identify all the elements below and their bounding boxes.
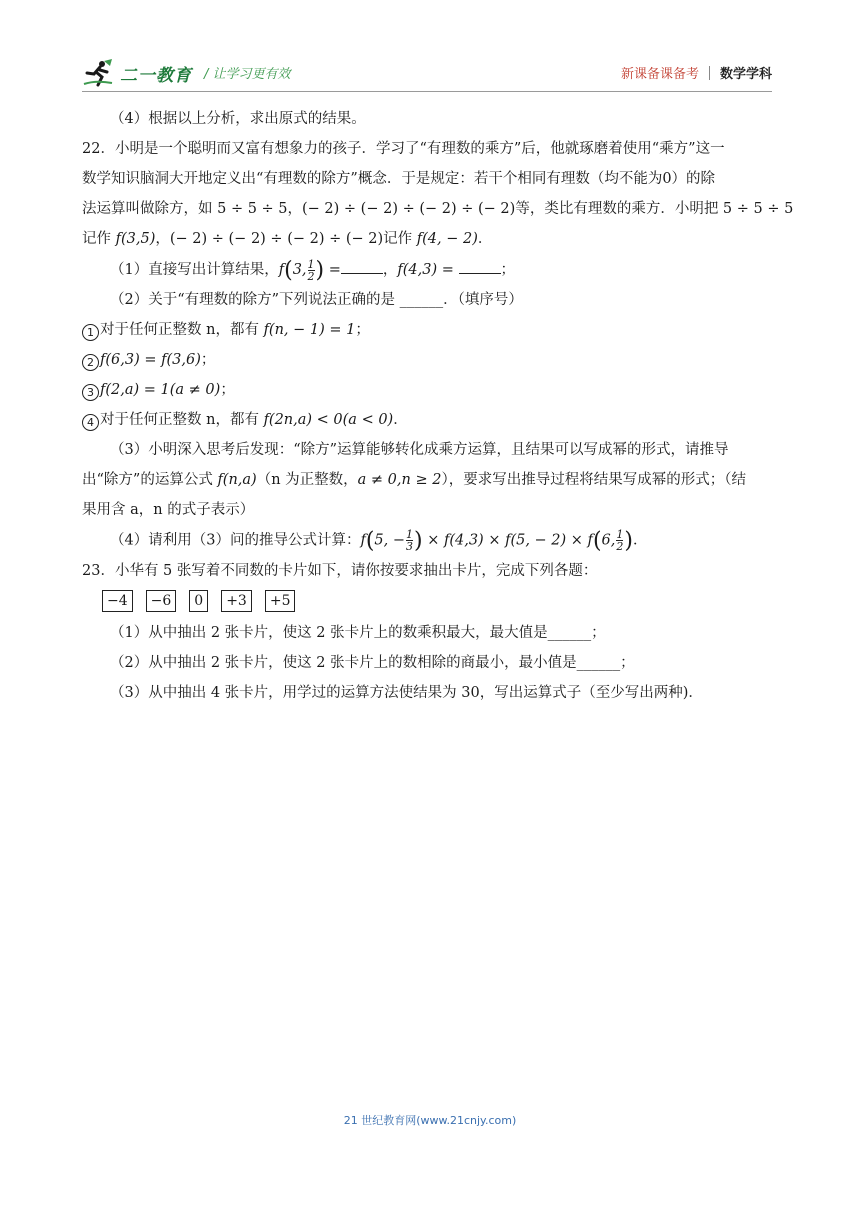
text: ． xyxy=(393,412,408,428)
page-header xyxy=(82,56,772,90)
fraction xyxy=(308,259,315,282)
course-label: 新课备课备考 xyxy=(620,67,699,82)
answer-blank[interactable] xyxy=(459,258,501,274)
circled-number: 4 xyxy=(82,414,99,431)
text: 对于任何正整数 n，都有 xyxy=(100,322,264,338)
q21-part4: （4）根据以上分析，求出原式的结果。 xyxy=(110,111,366,127)
math: f(n,a) xyxy=(217,472,257,488)
header-right xyxy=(621,63,772,82)
math: f(6,3) = f(3,6) xyxy=(100,352,201,368)
text: ），要求写出推导过程将结果写成幂的形式；（结 xyxy=(441,472,746,488)
text: = xyxy=(328,262,341,278)
document-body xyxy=(82,108,794,712)
text: ； xyxy=(200,352,216,368)
circled-number: 2 xyxy=(82,354,99,371)
brand-logo xyxy=(82,58,192,88)
card-row xyxy=(102,590,774,612)
q22-part3-line1: （3）小明深入思考后发现：“除方”运算能够转化成乘方运算，且结果可以写成幂的形式，请推导 xyxy=(110,442,729,458)
q22-option-1 xyxy=(82,319,774,342)
running-figure-icon xyxy=(82,58,116,88)
q22-intro-line2: 数学知识脑洞大开地定义出“有理数的除方”概念．于是规定：若干个相同有理数（均不能为0）的除 xyxy=(82,171,716,187)
logo-text: 二一教育 xyxy=(120,65,192,86)
text: 出“除方”的运算公式 xyxy=(82,472,218,488)
math: f(2,a) = 1(a ≠ 0) xyxy=(100,382,221,398)
paren: ( xyxy=(592,528,602,554)
numerator: 1 xyxy=(307,257,315,271)
q22-option-4 xyxy=(82,409,774,432)
paren: ) xyxy=(624,528,633,554)
math: 6, xyxy=(601,532,616,549)
circled-number: 3 xyxy=(82,384,99,401)
text: ； xyxy=(500,262,516,278)
text: ， xyxy=(382,262,398,278)
circled-number: 1 xyxy=(82,324,99,341)
q22-intro-line1: 22．小明是一个聪明而又富有想象力的孩子．学习了“有理数的乘方”后，他就琢磨着使用“乘方”这一 xyxy=(82,141,725,157)
fraction xyxy=(406,529,413,552)
math: 3, xyxy=(292,262,307,278)
number-card: −6 xyxy=(146,590,177,612)
text: ，(− 2) ÷ (− 2) ÷ (− 2) ÷ (− 2)记作 xyxy=(155,231,417,247)
math: f(4,3) = xyxy=(397,262,459,278)
q22-intro-line3: 法运算叫做除方，如 5 ÷ 5 ÷ 5，(− 2) ÷ (− 2) ÷ (− 2) ÷ (− 2)等，类比有理数的乘方．小明把 5 ÷ 5 ÷ 5 xyxy=(82,201,794,217)
page-footer: 21 世纪教育网(www.21cnjy.com) xyxy=(343,1114,517,1127)
math: f(2n,a) < 0(a < 0) xyxy=(263,412,394,428)
number-card: +3 xyxy=(221,590,252,612)
math: f xyxy=(278,262,285,278)
math: f(n, − 1) = 1 xyxy=(263,322,356,338)
q23-intro: 23．小华有 5 张写着不同数的卡片如下，请你按要求抽出卡片，完成下列各题： xyxy=(82,562,598,579)
math: a ≠ 0,n ≥ 2 xyxy=(357,472,442,488)
paren: ) xyxy=(414,528,423,554)
paren: ( xyxy=(284,258,293,283)
math: × f(4,3) × f(5, − 2) × f xyxy=(422,532,593,549)
q22-option-2 xyxy=(82,349,774,372)
text: ； xyxy=(220,382,235,398)
q22-part2: （2）关于“有理数的除方”下列说法正确的是 ______．（填序号） xyxy=(110,292,523,308)
math: 5, − xyxy=(374,532,406,549)
text: 记作 xyxy=(82,231,116,247)
q23-part3: （3）从中抽出 4 张卡片，用学过的运算方法使结果为 30，写出运算式子（至少写出两种)． xyxy=(110,684,703,701)
math: f(3,5) xyxy=(115,231,156,247)
text: ． xyxy=(632,532,648,549)
header-rule xyxy=(82,91,772,92)
text: （n 为正整数， xyxy=(256,472,358,488)
math: f(4, − 2) xyxy=(416,231,478,247)
q22-part1 xyxy=(82,258,774,282)
paren: ) xyxy=(315,258,325,283)
denominator: 2 xyxy=(616,540,624,553)
text: 对于任何正整数 n，都有 xyxy=(100,412,264,428)
denominator: 2 xyxy=(307,269,315,283)
text: （4）请利用（3）问的推导公式计算： xyxy=(110,532,361,549)
q22-part3-line2 xyxy=(82,469,774,492)
q22-intro-line4 xyxy=(82,228,774,251)
math: f xyxy=(360,532,366,549)
text: （1）直接写出计算结果， xyxy=(110,262,279,278)
number-card: −4 xyxy=(102,590,133,612)
text: ． xyxy=(477,231,493,247)
q23-part2: （2）从中抽出 2 张卡片，使这 2 张卡片上的数相除的商最小，最小值是______； xyxy=(110,654,635,671)
text: ； xyxy=(355,322,370,338)
slogan: / 让学习更有效 xyxy=(204,67,291,82)
subject-label: 数学学科 xyxy=(719,67,772,82)
answer-blank[interactable] xyxy=(341,258,383,274)
denominator: 3 xyxy=(406,540,414,553)
number-card: +5 xyxy=(265,590,296,612)
q23-part1: （1）从中抽出 2 张卡片，使这 2 张卡片上的数乘积最大，最大值是______； xyxy=(110,624,606,641)
number-card: 0 xyxy=(189,590,208,612)
header-divider xyxy=(709,66,710,80)
numerator: 1 xyxy=(616,528,624,541)
fraction xyxy=(616,529,623,552)
q22-option-3 xyxy=(82,379,774,402)
numerator: 1 xyxy=(406,528,414,541)
paren: ( xyxy=(365,528,375,554)
q22-part4 xyxy=(82,529,774,553)
q22-part3-line3: 果用含 a，n 的式子表示） xyxy=(82,502,255,518)
